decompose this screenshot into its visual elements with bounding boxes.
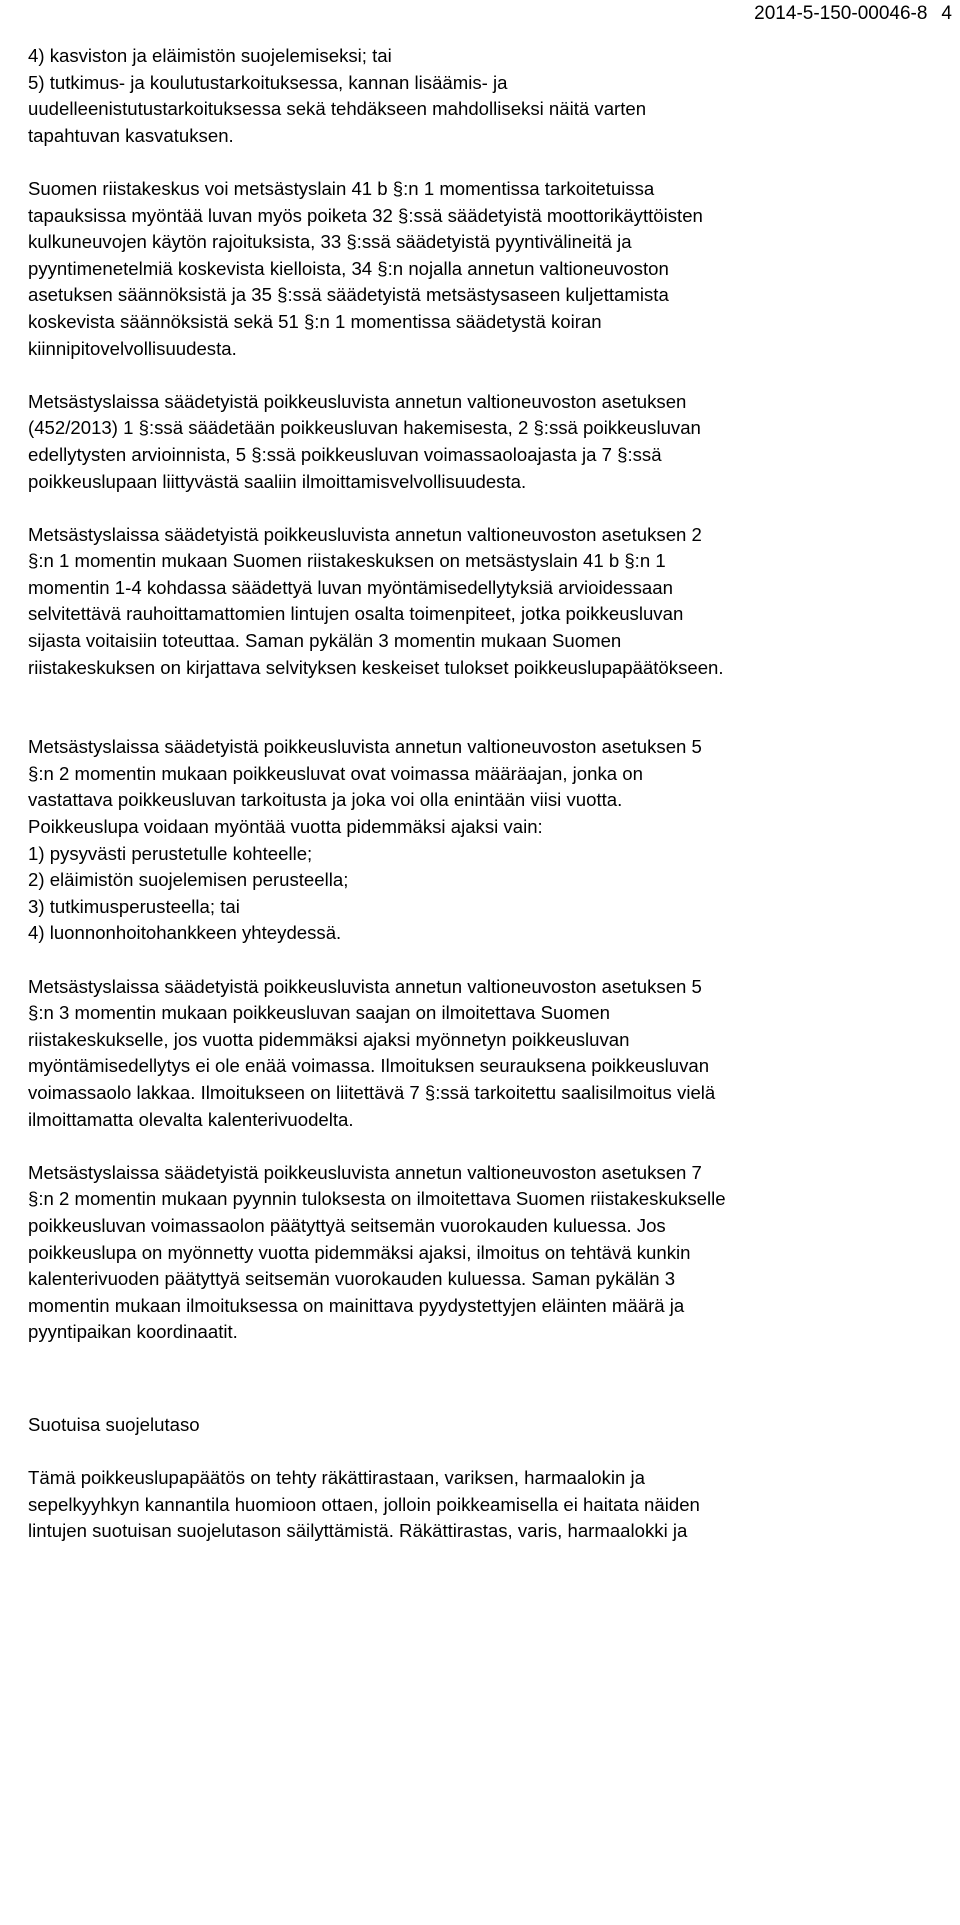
text-line: 4) kasviston ja eläimistön suojelemiseksi; tai — [28, 45, 392, 66]
text-line: kulkuneuvojen käytön rajoituksista, 33 §:ssä säädetyistä pyyntivälineitä ja — [28, 231, 632, 253]
text-line: Metsästyslaissa säädetyistä poikkeusluvista annetun valtioneuvoston asetuksen — [28, 390, 687, 412]
paragraph-riistakeskus-exceptions — [28, 176, 768, 362]
text-line: selvitettävä rauhoittamattomien lintujen osalta toimenpiteet, jotka poikkeusluvan — [28, 603, 684, 625]
document-body — [28, 43, 768, 1545]
page-header — [754, 2, 952, 26]
text-line: pyyntipaikan koordinaatit. — [28, 1321, 238, 1343]
document-id: 2014-5-150-00046-8 — [754, 3, 928, 24]
text-line: poikkeuslupaan liittyvästä saaliin ilmoittamisvelvollisuudesta. — [28, 470, 527, 492]
paragraph-asetus-5-validity — [28, 734, 768, 947]
text-line: ilmoittamatta olevalta kalenterivuodelta. — [28, 1108, 354, 1130]
text-line: Metsästyslaissa säädetyistä poikkeusluvista annetun valtioneuvoston asetuksen 5 — [28, 975, 702, 997]
text-line: Metsästyslaissa säädetyistä poikkeusluvista annetun valtioneuvoston asetuksen 7 — [28, 1161, 702, 1183]
text-line: §:n 3 momentin mukaan poikkeusluvan saajan on ilmoitettava Suomen — [28, 1002, 610, 1024]
text-line: asetuksen säännöksistä ja 35 §:ssä säädetyistä metsästysaseen kuljettamista — [28, 284, 669, 306]
paragraph-favourable-status — [28, 1465, 768, 1545]
text-line: riistakeskuksen on kirjattava selvityksen keskeiset tulokset poikkeuslupapäätökseen. — [28, 656, 724, 678]
list-continuation — [28, 43, 768, 149]
text-line: poikkeuslupa on myönnetty vuotta pidemmäksi ajaksi, ilmoitus on tehtävä kunkin — [28, 1241, 691, 1263]
text-line: Tämä poikkeuslupapäätös on tehty räkättirastaan, variksen, harmaalokin ja — [28, 1467, 646, 1489]
text-line: lintujen suotuisan suojelutason säilyttämistä. Räkättirastas, varis, harmaalokki ja — [28, 1520, 688, 1542]
text-line: momentin 1-4 kohdassa säädettyä luvan myöntämisedellytyksiä arvioidessaan — [28, 576, 673, 598]
list-item: 4) luonnonhoitohankkeen yhteydessä. — [28, 922, 342, 944]
paragraph-asetus-5-notification — [28, 974, 768, 1134]
text-line: uudelleenistutustarkoituksessa sekä tehdäkseen mahdolliseksi näitä varten — [28, 98, 647, 120]
text-line: sijasta voitaisiin toteuttaa. Saman pykälän 3 momentin mukaan Suomen — [28, 630, 622, 652]
text-line: Poikkeuslupa voidaan myöntää vuotta pidemmäksi ajaksi vain: — [28, 816, 543, 838]
text-line: edellytysten arvioinnista, 5 §:ssä poikkeusluvan voimassaoloajasta ja 7 §:ssä — [28, 443, 662, 465]
section-heading — [28, 1412, 768, 1439]
paragraph-asetus-7-reporting — [28, 1160, 768, 1346]
paragraph-asetus-2-section — [28, 522, 768, 682]
text-line: §:n 2 momentin mukaan poikkeusluvat ovat voimassa määräajan, jonka on — [28, 762, 643, 784]
list-item: 1) pysyvästi perustetulle kohteelle; — [28, 842, 313, 864]
section-heading-text: Suotuisa suojelutaso — [28, 1413, 200, 1435]
list-item: 2) eläimistön suojelemisen perusteella; — [28, 869, 349, 891]
text-line: kiinnipitovelvollisuudesta. — [28, 337, 237, 359]
text-line: momentin mukaan ilmoituksessa on mainittava pyydystettyjen eläinten määrä ja — [28, 1294, 685, 1316]
text-line: §:n 2 momentin mukaan pyynnin tuloksesta on ilmoitettava Suomen riistakeskukselle — [28, 1188, 726, 1210]
text-line: tapauksissa myöntää luvan myös poiketa 32 §:ssä säädetyistä moottorikäyttöisten — [28, 204, 703, 226]
list-item: 3) tutkimusperusteella; tai — [28, 895, 240, 917]
text-line: riistakeskukselle, jos vuotta pidemmäksi ajaksi myönnetyn poikkeusluvan — [28, 1028, 630, 1050]
page-number: 4 — [941, 3, 952, 24]
paragraph-asetus-overview — [28, 389, 768, 495]
text-line: 5) tutkimus- ja koulutustarkoituksessa, kannan lisäämis- ja — [28, 71, 508, 93]
text-line: Metsästyslaissa säädetyistä poikkeusluvista annetun valtioneuvoston asetuksen 5 — [28, 736, 702, 758]
text-line: §:n 1 momentin mukaan Suomen riistakeskuksen on metsästyslain 41 b §:n 1 — [28, 550, 666, 572]
text-line: kalenterivuoden päätyttyä seitsemän vuorokauden kuluessa. Saman pykälän 3 — [28, 1268, 676, 1290]
text-line: Suomen riistakeskus voi metsästyslain 41 b §:n 1 momentissa tarkoitetuissa — [28, 177, 655, 199]
text-line: poikkeusluvan voimassaolon päätyttyä seitsemän vuorokauden kuluessa. Jos — [28, 1214, 666, 1236]
text-line: sepelkyyhkyn kannantila huomioon ottaen, jolloin poikkeamisella ei haitata näiden — [28, 1493, 700, 1515]
text-line: Metsästyslaissa säädetyistä poikkeusluvista annetun valtioneuvoston asetuksen 2 — [28, 523, 702, 545]
text-line: pyyntimenetelmiä koskevista kielloista, 34 §:n nojalla annetun valtioneuvoston — [28, 257, 669, 279]
text-line: koskevista säännöksistä sekä 51 §:n 1 momentissa säädetystä koiran — [28, 310, 602, 332]
text-line: (452/2013) 1 §:ssä säädetään poikkeusluvan hakemisesta, 2 §:ssä poikkeusluvan — [28, 417, 701, 439]
text-line: vastattava poikkeusluvan tarkoitusta ja joka voi olla enintään viisi vuotta. — [28, 789, 623, 811]
text-line: tapahtuvan kasvatuksen. — [28, 124, 234, 146]
text-line: myöntämisedellytys ei ole enää voimassa. Ilmoituksen seurauksena poikkeusluvan — [28, 1055, 710, 1077]
text-line: voimassaolo lakkaa. Ilmoitukseen on liitettävä 7 §:ssä tarkoitettu saalisilmoitus vielä — [28, 1081, 716, 1103]
